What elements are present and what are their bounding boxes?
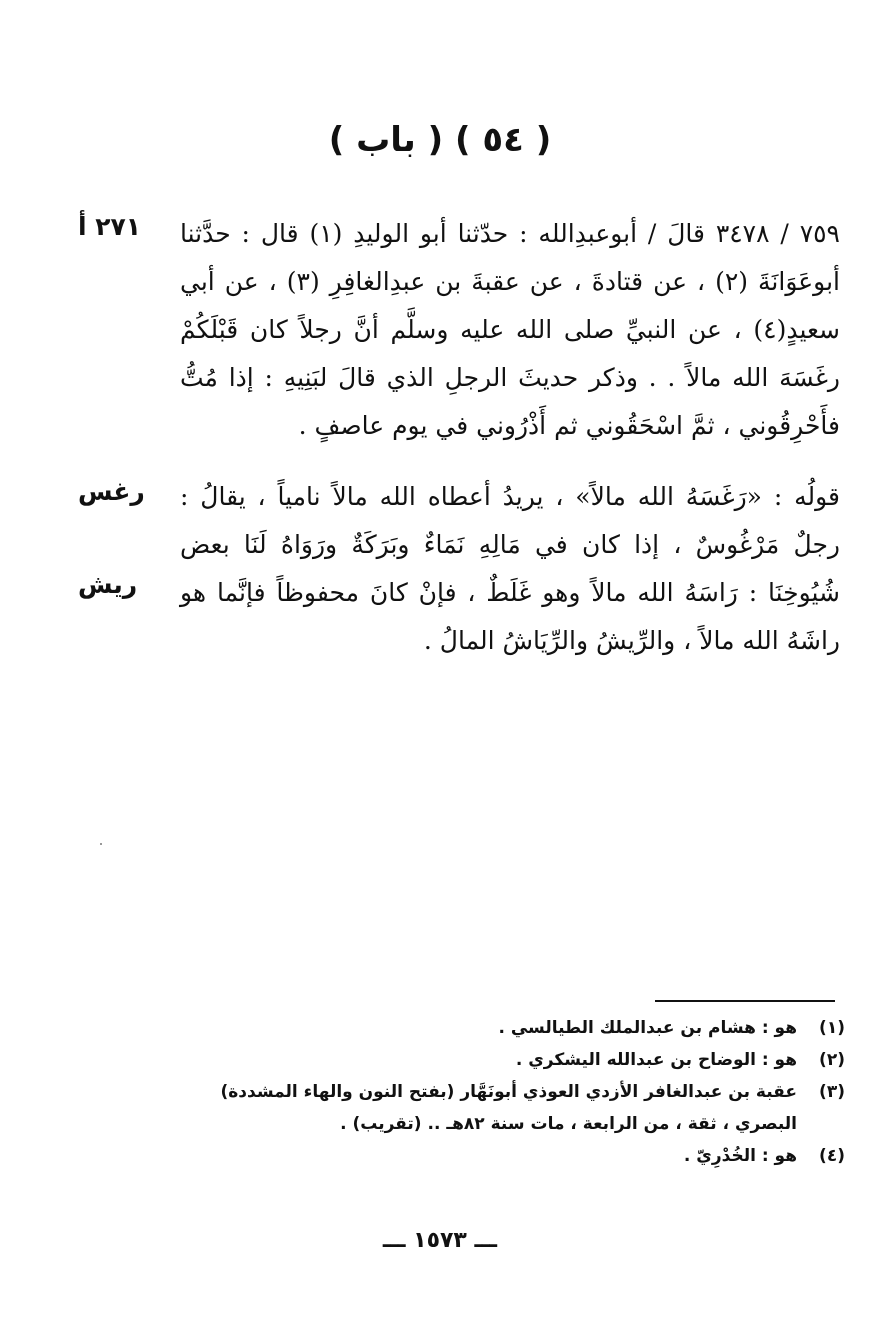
hadith-text: ٧٥٩ / ٣٤٧٨ قالَ / أبوعبدِالله : حدّثنا أبو الوليدِ (١) قال : حدَّثنا أبوعَوَانَةَ (٢) ، عن قتادةَ ، عن عقبةَ بن عبدِالغافِرِ (٣) ، عن أبي سعيدٍ(٤) ، عن النبيِّ صلى الله عليه وسلَّم أنَّ رجلاً كان قَبْلَكُمْ رغَسَهَ الله مالاً . . وذكر حديثَ الرجلِ الذي قالَ لبَنِيهِ : إذا مُتُّ فأَحْرِقُوني ، ثمَّ اسْحَقُوني ثم أَذْرُوني في يوم عاصفٍ . <box>180 219 840 440</box>
margin-word-rish: ريش <box>78 570 138 599</box>
footnote-divider <box>655 1000 835 1002</box>
footnote-item <box>170 1012 845 1044</box>
footnote-number: (٢) <box>819 1050 845 1070</box>
footnote-text: عقبة بن عبدالغافر الأزدي العوذي أبونَهَّار (بفتح النون والهاء المشددة) البصري ، ثقة ، من الرابعة ، مات سنة ٨٢هـ .. (تقريب) . <box>220 1082 797 1134</box>
footnote-text: هو : الخُدْرِيّ . <box>683 1146 797 1166</box>
margin-word-raghas: رغس <box>78 477 145 506</box>
footnote-item <box>170 1044 845 1076</box>
hadith-paragraph <box>180 210 840 450</box>
commentary-paragraph <box>180 473 840 665</box>
footnote-number: (٣) <box>819 1082 845 1102</box>
footnote-number: (٤) <box>819 1146 845 1166</box>
commentary-text: قولُه : «رَغَسَهُ الله مالاً» ، يريدُ أعطاه الله مالاً نامياً ، يقالُ : رجلٌ مَرْغُوسٌ ، إذا كان في مَالِهِ نَمَاءٌ وبَرَكَةٌ ورَوَاهُ لَنَا بعض شُيُوخِنَا : رَاسَهُ الله مالاً وهو غَلَطٌ ، فإنْ كانَ محفوظاً فإنَّما هو راشَهُ الله مالاً ، والرِّيشُ والرِّيَاشُ المالُ . <box>180 482 840 655</box>
scan-speck <box>100 843 102 845</box>
footnote-text: هو : هشام بن عبدالملك الطيالسي . <box>498 1018 797 1038</box>
footnote-item <box>170 1140 845 1172</box>
footnotes <box>170 1012 845 1172</box>
page-number: ـــ ١٥٧٣ ـــ <box>382 1228 498 1253</box>
footnote-text: هو : الوضاح بن عبدالله اليشكري . <box>515 1050 797 1070</box>
folio-marker: ٢٧١ أ <box>78 212 142 241</box>
footnote-number: (١) <box>819 1018 845 1038</box>
footnote-item <box>170 1076 845 1140</box>
chapter-title: ( ٥٤ ) ( باب ) <box>328 120 552 160</box>
